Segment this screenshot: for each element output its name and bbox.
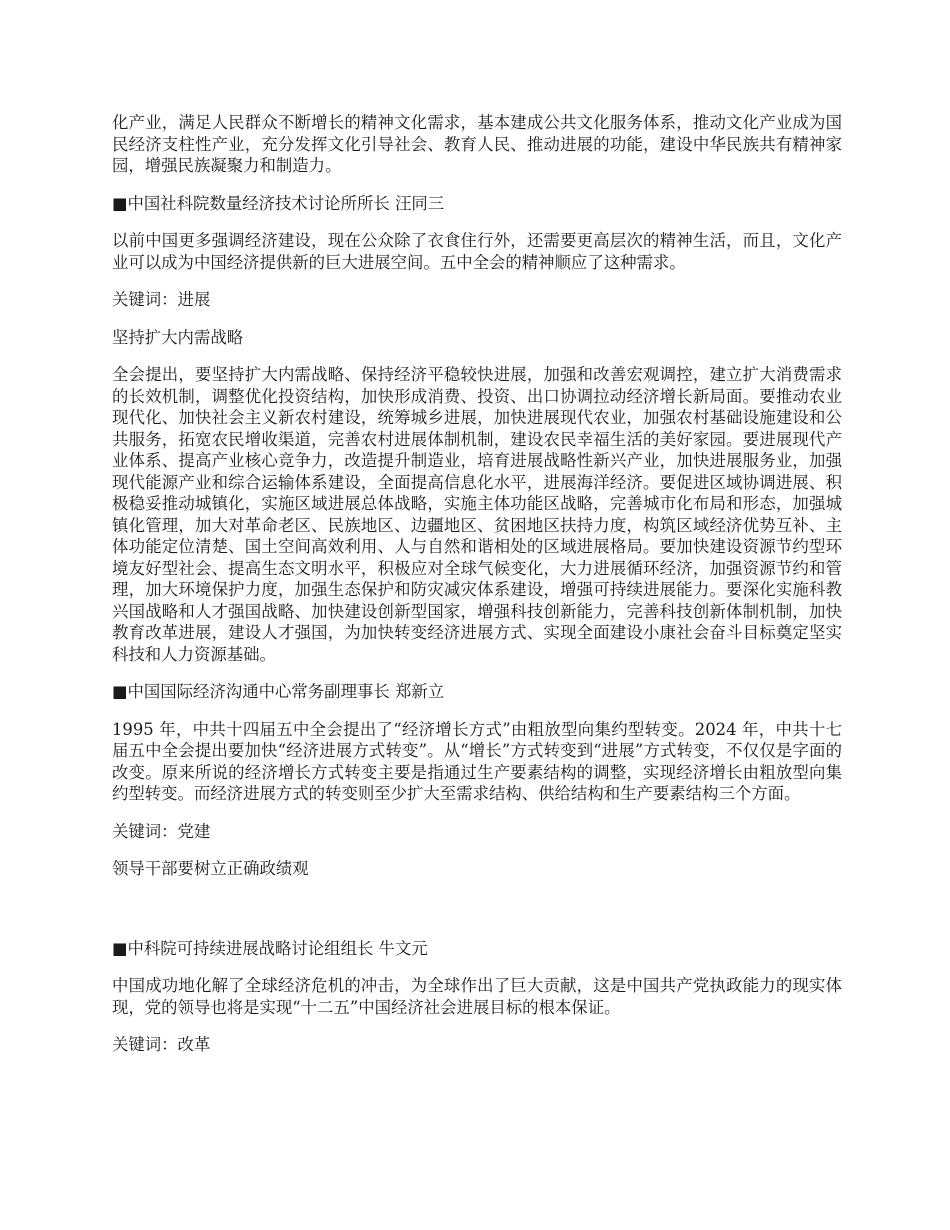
section-heading-performance-view: 领导干部要树立正确政绩观 [112,859,309,878]
keyword-reform: 关键词：改革 [112,1035,211,1054]
paragraph-zheng-xinli-quote: 1995 年，中共十四届五中全会提出了“经济增长方式”由粗放型向集约型转变。2024 年，中共十七届五中全会提出要加快“经济进展方式转变”。从“增长”方式转变到“进展”方式转变，不仅仅是字面的改变。原来所说的经济增长方式转变主要是指通过生产要素结构的调整，实现经济增长由粗放型向集约型转变。而经济进展方式的转变则至少扩大至需求结构、供给结构和生产要素结构三个方面。 [112,719,842,803]
paragraph-domestic-demand-strategy: 全会提出，要坚持扩大内需战略、保持经济平稳较快进展，加强和改善宏观调控，建立扩大消费需求的长效机制，调整优化投资结构，加快形成消费、投资、出口协调拉动经济增长新局面。要推动农业现代化、加快社会主义新农村建设，统筹城乡进展，加快进展现代农业，加强农村基础设施建设和公共服务，拓宽农民增收渠道，完善农村进展体制机制，建设农民幸福生活的美好家园。要进展现代产业体系、提高产业核心竞争力，改造提升制造业，培育进展战略性新兴产业，加快进展服务业，加强现代能源产业和综合运输体系建设，全面提高信息化水平，进展海洋经济。要促进区域协调进展、积极稳妥推动城镇化，实施区域进展总体战略，实施主体功能区战略，完善城市化布局和形态，加强城镇化管理，加大对革命老区、民族地区、边疆地区、贫困地区扶持力度，构筑区域经济优势互补、主体功能定位清楚、国土空间高效利用、人与自然和谐相处的区域进展格局。要加快建设资源节约型环境友好型社会、提高生态文明水平，积极应对全球气候变化，大力进展循环经济，加强资源节约和管理，加大环境保护力度，加强生态保护和防灾减灾体系建设，增强可持续进展能力。要深化实施科教兴国战略和人才强国战略、加快建设创新型国家，增强科技创新能力，完善科技创新体制机制，加快教育改革进展，建设人才强国，为加快转变经济进展方式、实现全面建设小康社会奋斗目标奠定坚实科技和人力资源基础。 [112,365,842,664]
keyword-party-building: 关键词：党建 [112,821,211,841]
paragraph-culture-industry: 化产业，满足人民群众不断增长的精神文化需求，基本建成公共文化服务体系，推动文化产业成为国民经济支柱性产业，充分发挥文化引导社会、教育人民、推动进展的功能，建设中华民族共有精神家园，增强民族凝聚力和制造力。 [112,113,842,175]
keyword-development: 关键词：进展 [112,290,211,309]
speaker-zheng-xinli: ■中国国际经济沟通中心常务副理事长 郑新立 [112,682,445,701]
paragraph-wang-tongsan-quote: 以前中国更多强调经济建设，现在公众除了衣食住行外，还需要更高层次的精神生活，而且，文化产业可以成为中国经济提供新的巨大进展空间。五中全会的精神顺应了这种需求。 [112,231,842,272]
paragraph-niu-wenyuan-quote: 中国成功地化解了全球经济危机的冲击，为全球作出了巨大贡献，这是中国共产党执政能力的现实体现，党的领导也将是实现“十二五”中国经济社会进展目标的根本保证。 [112,976,842,1017]
blank-gap [112,896,842,938]
speaker-wang-tongsan: ■中国社科院数量经济技术讨论所所长 汪同三 [112,193,445,213]
speaker-niu-wenyuan: ■中科院可持续进展战略讨论组组长 牛文元 [112,938,428,958]
section-heading-domestic-demand: 坚持扩大内需战略 [112,327,244,347]
